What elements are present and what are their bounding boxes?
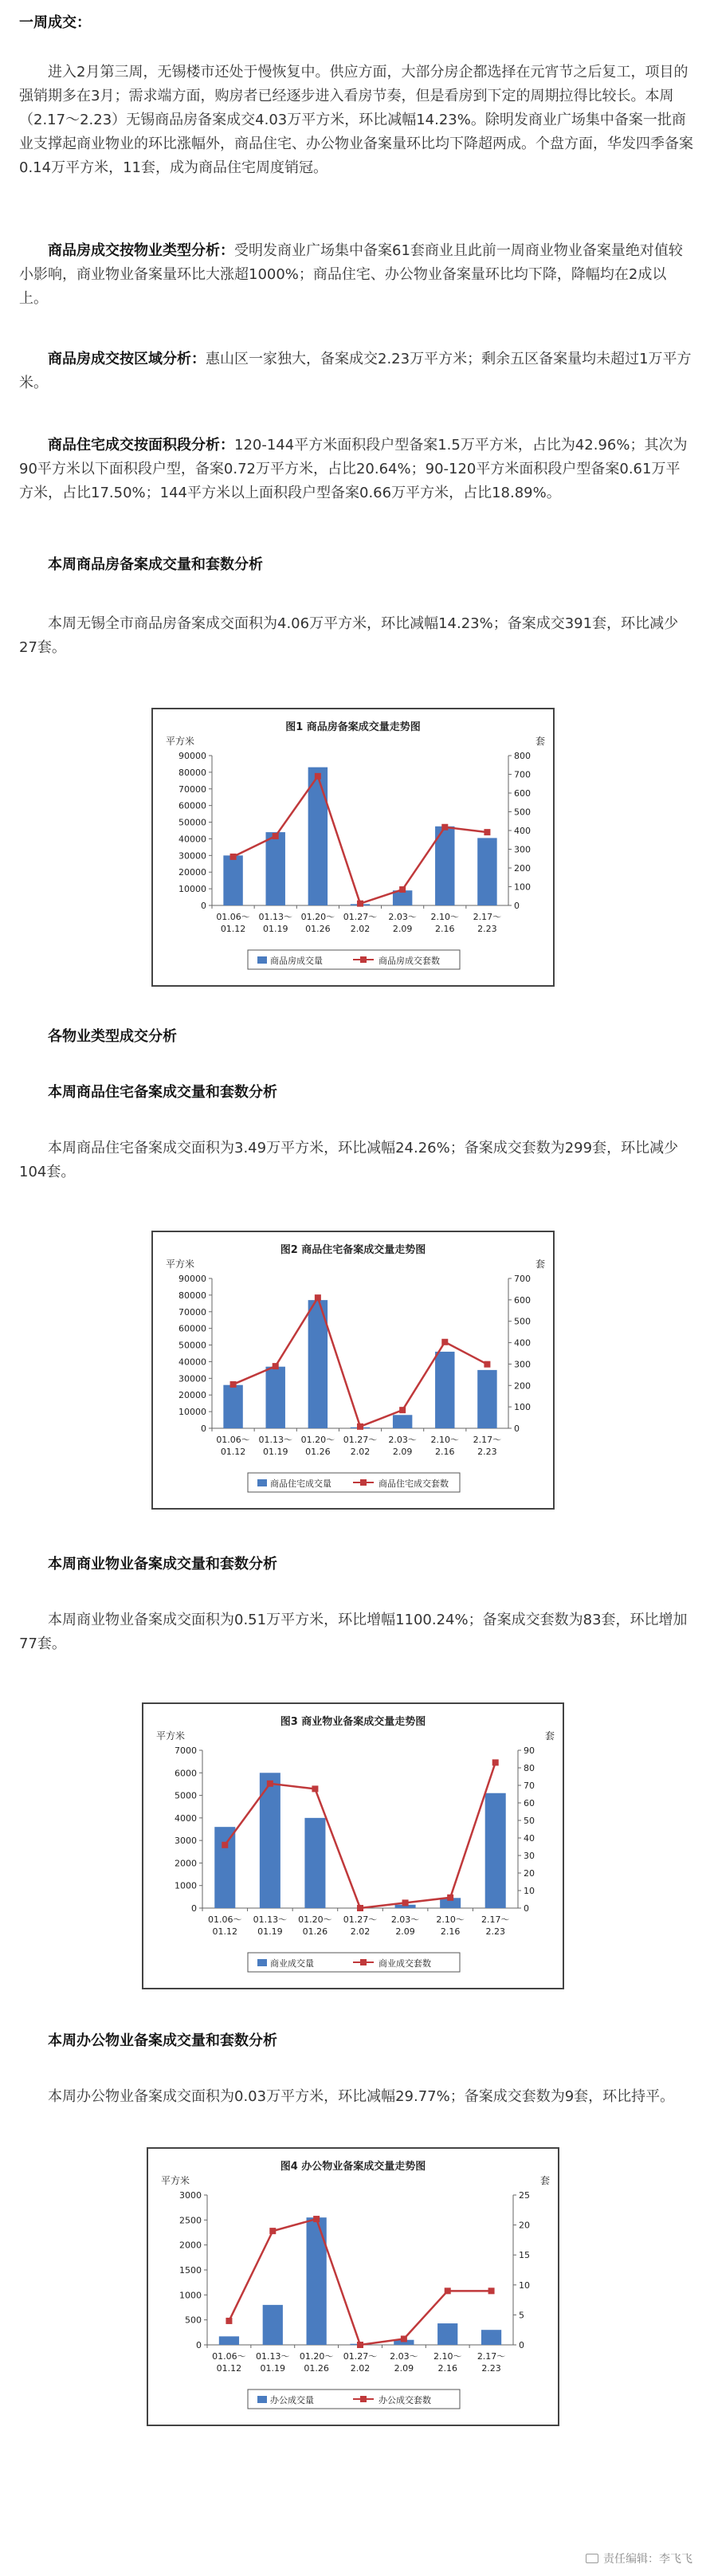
x-tick-label: 2.10～ <box>436 1914 465 1925</box>
x-tick-label: 2.10～ <box>430 1435 460 1445</box>
x-tick-label: 01.13～ <box>253 1914 288 1925</box>
y-tick-label-right: 0 <box>519 2340 524 2350</box>
bar <box>265 832 284 905</box>
legend-line-marker <box>360 2396 367 2402</box>
y-tick-label-right: 5 <box>519 2310 524 2321</box>
bar <box>485 1793 506 1908</box>
line-point <box>222 1842 228 1848</box>
y-tick-label-left: 5000 <box>175 1790 197 1801</box>
x-tick-label: 01.26 <box>305 1447 331 1457</box>
figure-2 <box>151 1231 555 1510</box>
y-tick-label-right: 30 <box>524 1851 535 1861</box>
figure-3 <box>142 1702 564 1989</box>
line-point <box>399 1407 406 1413</box>
chart-3-svg <box>143 1704 563 1988</box>
total-paragraph: 本周无锡全市商品房备案成交面积为4.06万平方米，环比减幅14.23%；备案成交391套，环比减少27套。 <box>19 615 679 656</box>
legend-bar-swatch <box>257 1479 267 1486</box>
line-point <box>441 824 448 831</box>
legend-bar-swatch <box>257 956 267 964</box>
y-tick-label-left: 30000 <box>178 850 206 862</box>
x-tick-label: 2.09 <box>395 1926 415 1937</box>
y-tick-label-left: 500 <box>185 2315 202 2326</box>
x-tick-label: 2.16 <box>435 1447 455 1457</box>
x-tick-label: 2.23 <box>477 1447 497 1457</box>
y-tick-label-right: 20 <box>519 2220 530 2231</box>
x-tick-label: 2.23 <box>481 2363 501 2374</box>
y-axis-left-label: 平方米 <box>166 736 195 747</box>
y-tick-label-left: 0 <box>201 1423 206 1434</box>
y-tick-label-right: 200 <box>514 1380 531 1392</box>
y-tick-label-right: 100 <box>514 882 531 893</box>
x-tick-label: 01.19 <box>260 2363 286 2374</box>
bar <box>263 2305 283 2345</box>
x-tick-label: 01.12 <box>220 1447 246 1457</box>
commercial-paragraph: 本周商业物业备案成交面积为0.51万平方米，环比增幅1100.24%；备案成交套数为83套，环比增加77套。 <box>19 1612 688 1652</box>
bar <box>393 1415 412 1428</box>
chart-1-svg <box>153 709 553 985</box>
y-tick-label-left: 20000 <box>178 1390 206 1401</box>
legend-line-marker <box>360 1479 367 1486</box>
line-point <box>401 2335 407 2342</box>
x-tick-label: 2.09 <box>392 924 413 934</box>
x-tick-label: 01.20～ <box>299 2351 334 2362</box>
area-analysis-label: 商品住宅成交按面积段分析： <box>48 437 234 454</box>
y-tick-label-right: 60 <box>524 1798 535 1808</box>
line-point <box>315 773 321 779</box>
line-point <box>315 1294 321 1301</box>
y-tick-label-left: 50000 <box>178 817 206 828</box>
x-tick-label: 01.27～ <box>343 1914 378 1925</box>
y-tick-label-left: 1000 <box>179 2290 202 2301</box>
x-tick-label: 2.03～ <box>390 1914 420 1925</box>
editor-icon <box>586 2554 598 2563</box>
y-tick-label-left: 2000 <box>175 1858 197 1869</box>
line-point <box>484 829 490 835</box>
x-tick-label: 01.20～ <box>300 1435 335 1445</box>
chart-2-svg <box>153 1232 553 1508</box>
heading-commercial: 本周商业物业备案成交量和套数分析 <box>48 1556 277 1573</box>
y-tick-label-left: 40000 <box>178 1357 206 1368</box>
x-tick-label: 01.13～ <box>258 912 292 922</box>
x-tick-label: 01.19 <box>257 1926 283 1937</box>
y-tick-label-right: 20 <box>524 1868 535 1879</box>
x-tick-label: 01.06～ <box>216 1435 250 1445</box>
line-point <box>357 1423 363 1430</box>
x-tick-label: 2.03～ <box>388 1435 417 1445</box>
x-tick-label: 01.20～ <box>298 1914 332 1925</box>
y-tick-label-right: 600 <box>514 788 531 799</box>
y-tick-label-right: 0 <box>514 901 520 911</box>
x-tick-label: 01.06～ <box>208 1914 242 1925</box>
legend-bar-label: 商品住宅成交量 <box>270 1478 331 1489</box>
y-tick-label-right: 600 <box>514 1294 531 1306</box>
section-title: 一周成交： <box>19 14 91 31</box>
bar <box>435 1352 454 1428</box>
y-tick-label-right: 100 <box>514 1402 531 1413</box>
region-analysis-label: 商品房成交按区域分析： <box>48 351 206 367</box>
line-point <box>230 854 237 860</box>
line-point <box>357 1905 363 1911</box>
x-tick-label: 01.27～ <box>343 1435 378 1445</box>
y-axis-right-label: 套 <box>535 736 546 747</box>
x-tick-label: 2.10～ <box>433 2351 462 2362</box>
y-tick-label-right: 400 <box>514 1337 531 1349</box>
y-tick-label-right: 500 <box>514 1316 531 1327</box>
legend-bar-label: 商业成交量 <box>270 1958 314 1969</box>
x-tick-label: 2.09 <box>392 1447 413 1457</box>
y-tick-label-right: 700 <box>514 1274 531 1284</box>
x-tick-label: 01.27～ <box>343 912 378 922</box>
y-tick-label-left: 90000 <box>178 751 206 761</box>
chart-4-svg <box>148 2149 558 2425</box>
line-point <box>357 2342 363 2348</box>
y-tick-label-right: 700 <box>514 769 531 780</box>
bar <box>265 1367 284 1428</box>
x-tick-label: 01.26 <box>305 924 331 934</box>
heading-residential: 本周商品住宅备案成交量和套数分析 <box>48 1084 277 1101</box>
type-analysis-paragraph <box>19 239 693 311</box>
y-tick-label-left: 10000 <box>178 884 206 895</box>
figure-1 <box>151 708 555 987</box>
y-tick-label-right: 90 <box>524 1745 535 1756</box>
x-tick-label: 2.02 <box>350 1926 371 1937</box>
chart-title: 图2 商品住宅备案成交量走势图 <box>280 1244 426 1256</box>
legend-line-marker <box>360 1959 367 1965</box>
intro-paragraph: 进入2月第三周，无锡楼市还处于慢恢复中。供应方面，大部分房企都选择在元宵节之后复工，项目的强销期多在3月；需求端方面，购房者已经逐步进入看房节奏，但是看房到下定的周期拉得比较长。本周（2.17～2.23）无锡商品房备案成交4.03万平方米，环比减幅14.23%。除明发商业广场集中备案一批商业支撑起商业物业的环比涨幅外，商品住宅、办公物业备案量环比均下降超两成。个盘方面，华发四季备案0.14万平方米，11套，成为商品住宅周度销冠。 <box>19 64 693 176</box>
x-tick-label: 2.17～ <box>473 1435 502 1445</box>
y-tick-label-right: 50 <box>524 1816 535 1826</box>
y-tick-label-left: 60000 <box>178 800 206 811</box>
x-tick-label: 01.06～ <box>216 912 250 922</box>
bar <box>437 2323 457 2345</box>
y-tick-label-right: 40 <box>524 1833 535 1844</box>
bar <box>219 2336 239 2345</box>
y-axis-left-label: 平方米 <box>166 1259 195 1270</box>
line-point <box>273 1363 279 1369</box>
y-axis-right-label: 套 <box>545 1730 555 1742</box>
line-point <box>399 886 406 893</box>
y-tick-label-left: 2000 <box>179 2240 202 2251</box>
y-axis-left-label: 平方米 <box>161 2175 190 2186</box>
line-point <box>269 2228 276 2234</box>
chart-title: 图1 商品房备案成交量走势图 <box>285 721 421 733</box>
bar <box>481 2330 501 2345</box>
legend-line-label: 商品住宅成交套数 <box>379 1478 449 1489</box>
region-analysis-text: 惠山区一家独大，备案成交2.23万平方米；剩余五区备案量均未超过1万平方米。 <box>19 351 692 391</box>
bar <box>223 855 242 905</box>
y-tick-label-left: 70000 <box>178 783 206 795</box>
x-tick-label: 01.19 <box>262 924 288 934</box>
x-tick-label: 01.12 <box>212 1926 238 1937</box>
y-axis-left-label: 平方米 <box>156 1730 186 1742</box>
line-point <box>226 2318 232 2324</box>
x-tick-label: 2.16 <box>437 2363 457 2374</box>
bar <box>304 1818 325 1908</box>
x-tick-label: 01.27～ <box>343 2351 378 2362</box>
line-point <box>445 2287 451 2294</box>
line-point <box>312 1785 318 1792</box>
office-paragraph: 本周办公物业备案成交面积为0.03万平方米，环比减幅29.77%；备案成交套数为9套，环比持平。 <box>48 2088 675 2105</box>
y-tick-label-left: 90000 <box>178 1274 206 1284</box>
y-tick-label-right: 15 <box>519 2250 530 2261</box>
legend-line-marker <box>360 956 367 963</box>
editor-name: 责任编辑：李飞飞 <box>603 2553 692 2566</box>
x-tick-label: 2.16 <box>440 1926 461 1937</box>
y-tick-label-left: 0 <box>201 901 206 911</box>
y-tick-label-left: 80000 <box>178 1290 206 1301</box>
line-point <box>230 1381 237 1388</box>
y-axis-right-label: 套 <box>540 2175 551 2186</box>
x-tick-label: 01.20～ <box>300 912 335 922</box>
line-point <box>447 1895 453 1901</box>
y-axis-right-label: 套 <box>535 1259 546 1270</box>
legend-bar-swatch <box>257 1959 267 1966</box>
x-tick-label: 2.16 <box>435 924 455 934</box>
line-point <box>402 1899 409 1906</box>
y-tick-label-left: 30000 <box>178 1373 206 1384</box>
y-tick-label-left: 7000 <box>175 1745 197 1756</box>
y-tick-label-right: 500 <box>514 807 531 818</box>
bar <box>308 768 328 905</box>
y-tick-label-left: 70000 <box>178 1306 206 1317</box>
x-tick-label: 2.03～ <box>388 912 417 922</box>
x-tick-label: 2.03～ <box>390 2351 418 2362</box>
area-analysis-paragraph <box>19 434 693 505</box>
heading-office: 本周办公物业备案成交量和套数分析 <box>48 2032 277 2049</box>
y-tick-label-right: 10 <box>519 2280 530 2291</box>
y-tick-label-left: 0 <box>191 1903 197 1914</box>
x-tick-label: 01.19 <box>262 1447 288 1457</box>
x-tick-label: 2.17～ <box>473 912 502 922</box>
heading-types: 各物业类型成交分析 <box>48 1028 177 1045</box>
x-tick-label: 2.09 <box>394 2363 414 2374</box>
x-tick-label: 01.12 <box>220 924 246 934</box>
editor-credit <box>586 2550 692 2566</box>
y-tick-label-left: 1500 <box>179 2265 202 2276</box>
x-tick-label: 01.26 <box>304 2363 329 2374</box>
legend-bar-label: 办公成交量 <box>270 2395 314 2405</box>
line-point <box>267 1781 273 1787</box>
x-tick-label: 01.13～ <box>256 2351 290 2362</box>
legend-line-label: 商业成交套数 <box>379 1958 431 1969</box>
y-tick-label-right: 70 <box>524 1781 535 1791</box>
y-tick-label-right: 400 <box>514 826 531 836</box>
x-tick-label: 2.02 <box>350 1447 371 1457</box>
y-tick-label-right: 10 <box>524 1886 535 1896</box>
line-point <box>441 1339 448 1345</box>
bar <box>477 1370 496 1428</box>
y-tick-label-right: 200 <box>514 863 531 874</box>
chart-title: 图4 办公物业备案成交量走势图 <box>280 2161 426 2173</box>
y-tick-label-left: 40000 <box>178 834 206 845</box>
residential-paragraph: 本周商品住宅备案成交面积为3.49万平方米，环比减幅24.26%；备案成交套数为299套，环比减少104套。 <box>19 1140 679 1180</box>
line-point <box>273 833 279 839</box>
line-point <box>313 2216 320 2222</box>
y-tick-label-left: 3000 <box>179 2190 202 2201</box>
y-tick-label-right: 800 <box>514 751 531 761</box>
y-tick-label-left: 50000 <box>178 1340 206 1351</box>
y-tick-label-left: 6000 <box>175 1768 197 1779</box>
y-tick-label-left: 2500 <box>179 2215 202 2226</box>
y-tick-label-left: 10000 <box>178 1407 206 1418</box>
y-tick-label-right: 25 <box>519 2190 530 2201</box>
y-tick-label-right: 0 <box>524 1903 529 1914</box>
line-point <box>357 901 363 907</box>
y-tick-label-left: 80000 <box>178 767 206 778</box>
y-tick-label-right: 300 <box>514 1359 531 1370</box>
x-tick-label: 2.23 <box>485 1926 505 1937</box>
figure-4 <box>147 2147 559 2426</box>
x-tick-label: 01.06～ <box>212 2351 246 2362</box>
x-tick-label: 01.26 <box>302 1926 328 1937</box>
type-analysis-label: 商品房成交按物业类型分析： <box>48 242 234 259</box>
heading-total: 本周商品房备案成交量和套数分析 <box>48 556 263 573</box>
x-tick-label: 2.02 <box>350 924 371 934</box>
y-tick-label-left: 4000 <box>175 1812 197 1824</box>
line-point <box>488 2287 495 2294</box>
bar <box>214 1827 235 1908</box>
bar <box>223 1385 242 1428</box>
x-tick-label: 2.02 <box>350 2363 371 2374</box>
y-tick-label-left: 3000 <box>175 1836 197 1847</box>
y-tick-label-left: 0 <box>196 2340 202 2350</box>
legend-bar-label: 商品房成交量 <box>270 956 323 966</box>
y-tick-label-right: 300 <box>514 844 531 855</box>
bar <box>477 838 496 905</box>
x-tick-label: 01.13～ <box>258 1435 292 1445</box>
y-tick-label-right: 0 <box>514 1423 520 1434</box>
x-tick-label: 2.17～ <box>481 1914 510 1925</box>
line-point <box>492 1759 499 1765</box>
x-tick-label: 2.17～ <box>477 2351 506 2362</box>
x-tick-label: 2.23 <box>477 924 497 934</box>
y-tick-label-right: 80 <box>524 1763 535 1773</box>
region-analysis-paragraph <box>19 348 693 395</box>
chart-title: 图3 商业物业备案成交量走势图 <box>280 1716 426 1728</box>
x-tick-label: 01.12 <box>216 2363 242 2374</box>
x-tick-label: 2.10～ <box>430 912 460 922</box>
y-tick-label-left: 60000 <box>178 1323 206 1334</box>
y-tick-label-left: 20000 <box>178 867 206 878</box>
legend-line-label: 办公成交套数 <box>379 2395 431 2405</box>
y-tick-label-left: 1000 <box>175 1880 197 1891</box>
legend-line-label: 商品房成交套数 <box>379 956 440 966</box>
line-point <box>484 1361 490 1368</box>
area-analysis-text: 120-144平方米面积段户型备案1.5万平方米，占比为42.96%；其次为90平方米以下面积段户型，备案0.72万平方米，占比20.64%；90-120平方米面积段户型备案0.61万平方米，占比17.50%；144平方米以上面积段户型备案0.66万平方米，占比18.89%。 <box>19 437 688 501</box>
legend-bar-swatch <box>257 2396 267 2403</box>
type-analysis-text: 受明发商业广场集中备案61套商业且此前一周商业物业备案量绝对值较小影响，商业物业备案量环比大涨超1000%；商品住宅、办公物业备案量环比均下降，降幅均在2成以上。 <box>19 242 683 307</box>
